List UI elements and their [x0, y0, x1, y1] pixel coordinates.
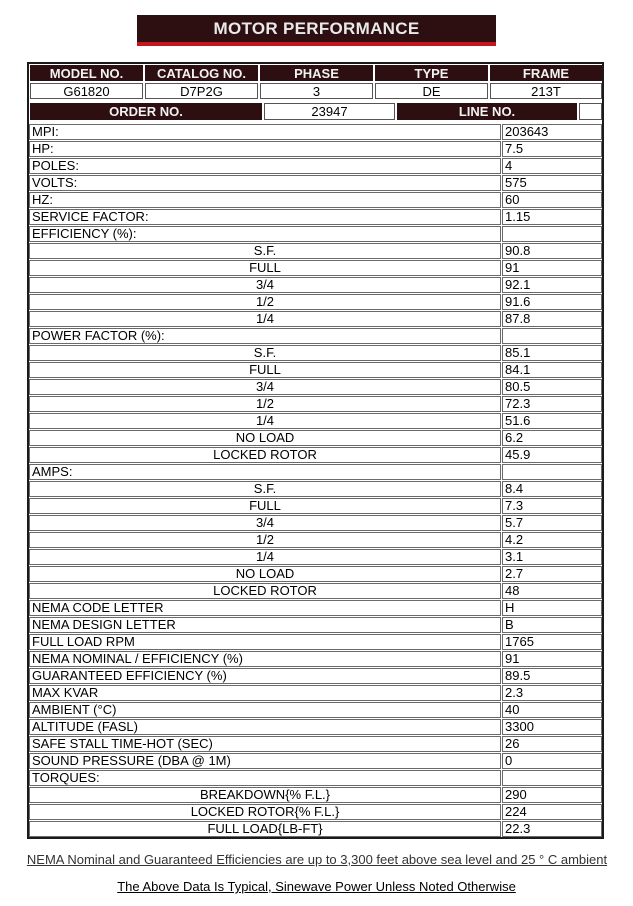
row-label: TORQUES:: [29, 770, 501, 786]
row-value: 4.2: [502, 532, 602, 548]
row-value: 3300: [502, 719, 602, 735]
row-label: 1/4: [29, 311, 501, 327]
row-label: POWER FACTOR (%):: [29, 328, 501, 344]
title-underline: [137, 42, 496, 46]
row-value: 4: [502, 158, 602, 174]
row-label: 3/4: [29, 379, 501, 395]
table-row: [29, 736, 602, 752]
table-row: [29, 209, 602, 225]
row-label: 1/2: [29, 396, 501, 412]
table-row: [29, 328, 602, 344]
row-value: 89.5: [502, 668, 602, 684]
header-phase-value: 3: [260, 83, 373, 99]
table-row: [29, 175, 602, 191]
row-label: HP:: [29, 141, 501, 157]
table-row: [29, 226, 602, 242]
row-label: NO LOAD: [29, 430, 501, 446]
row-label: FULL LOAD{LB-FT}: [29, 821, 501, 837]
table-row: [29, 515, 602, 531]
row-label: LOCKED ROTOR: [29, 447, 501, 463]
row-label: 1/2: [29, 294, 501, 310]
row-label: S.F.: [29, 345, 501, 361]
row-label: SAFE STALL TIME-HOT (SEC): [29, 736, 501, 752]
table-row: [29, 634, 602, 650]
header-frame-value: 213T: [490, 83, 602, 99]
row-label: FULL LOAD RPM: [29, 634, 501, 650]
row-label: AMBIENT (°C): [29, 702, 501, 718]
row-label: 1/2: [29, 532, 501, 548]
row-value: [502, 226, 602, 242]
row-value: 1.15: [502, 209, 602, 225]
row-value: 2.3: [502, 685, 602, 701]
row-value: 91: [502, 651, 602, 667]
row-value: 45.9: [502, 447, 602, 463]
row-value: [502, 770, 602, 786]
table-row: [29, 413, 602, 429]
row-value: 40: [502, 702, 602, 718]
table-row: [29, 770, 602, 786]
row-value: 48: [502, 583, 602, 599]
page-title: [137, 15, 496, 47]
row-value: 5.7: [502, 515, 602, 531]
table-row: [29, 277, 602, 293]
header-frame-label: FRAME: [490, 65, 602, 81]
table-row: [29, 685, 602, 701]
header-catalog-label: CATALOG NO.: [145, 65, 258, 81]
table-row: [29, 345, 602, 361]
row-value: 92.1: [502, 277, 602, 293]
typical-data-disclaimer: The Above Data Is Typical, Sinewave Power Unless Noted Otherwise: [117, 879, 516, 894]
row-label: 3/4: [29, 277, 501, 293]
row-value: 575: [502, 175, 602, 191]
row-value: 290: [502, 787, 602, 803]
row-label: NO LOAD: [29, 566, 501, 582]
row-value: B: [502, 617, 602, 633]
row-value: [502, 464, 602, 480]
row-value: H: [502, 600, 602, 616]
row-label: SERVICE FACTOR:: [29, 209, 501, 225]
table-row: [29, 260, 602, 276]
row-value: 7.5: [502, 141, 602, 157]
row-label: 1/4: [29, 413, 501, 429]
table-row: [29, 379, 602, 395]
row-value: 26: [502, 736, 602, 752]
row-value: 7.3: [502, 498, 602, 514]
row-value: 224: [502, 804, 602, 820]
title-text: MOTOR PERFORMANCE: [137, 15, 496, 42]
table-row: [29, 243, 602, 259]
row-label: BREAKDOWN{% F.L.}: [29, 787, 501, 803]
row-label: MPI:: [29, 124, 501, 140]
row-label: AMPS:: [29, 464, 501, 480]
table-row: [29, 464, 602, 480]
row-label: SOUND PRESSURE (DBA @ 1M): [29, 753, 501, 769]
row-label: FULL: [29, 362, 501, 378]
table-row: [29, 617, 602, 633]
row-label: EFFICIENCY (%):: [29, 226, 501, 242]
header-model-label: MODEL NO.: [30, 65, 143, 81]
table-row: [29, 821, 602, 837]
header-type-label: TYPE: [375, 65, 488, 81]
table-row: [29, 498, 602, 514]
row-label: FULL: [29, 498, 501, 514]
table-row: [29, 651, 602, 667]
table-row: [29, 192, 602, 208]
header-model-value: G61820: [30, 83, 143, 99]
table-row: [29, 124, 602, 140]
row-value: 87.8: [502, 311, 602, 327]
efficiency-footnote: NEMA Nominal and Guaranteed Efficiencies are up to 3,300 feet above sea level and 25 ° C ambient: [26, 852, 608, 867]
order-no-value: 23947: [264, 103, 395, 120]
table-row: [29, 549, 602, 565]
table-row: [29, 702, 602, 718]
table-row: [29, 430, 602, 446]
row-value: 91: [502, 260, 602, 276]
table-row: [29, 787, 602, 803]
row-label: HZ:: [29, 192, 501, 208]
row-value: 91.6: [502, 294, 602, 310]
table-row: [29, 447, 602, 463]
row-label: FULL: [29, 260, 501, 276]
table-row: [29, 532, 602, 548]
row-label: NEMA DESIGN LETTER: [29, 617, 501, 633]
row-label: VOLTS:: [29, 175, 501, 191]
table-row: [29, 481, 602, 497]
table-row: [29, 583, 602, 599]
row-value: 0: [502, 753, 602, 769]
row-value: 1765: [502, 634, 602, 650]
table-row: [29, 753, 602, 769]
table-row: [29, 804, 602, 820]
row-value: [502, 328, 602, 344]
row-label: NEMA NOMINAL / EFFICIENCY (%): [29, 651, 501, 667]
row-value: 90.8: [502, 243, 602, 259]
row-value: 60: [502, 192, 602, 208]
row-label: 1/4: [29, 549, 501, 565]
row-value: 84.1: [502, 362, 602, 378]
row-value: 203643: [502, 124, 602, 140]
table-row: [29, 600, 602, 616]
row-label: LOCKED ROTOR: [29, 583, 501, 599]
order-no-label: ORDER NO.: [30, 103, 262, 120]
line-no-value: [579, 103, 602, 120]
row-label: S.F.: [29, 481, 501, 497]
header-phase-label: PHASE: [260, 65, 373, 81]
row-value: 80.5: [502, 379, 602, 395]
table-row: [29, 566, 602, 582]
row-label: GUARANTEED EFFICIENCY (%): [29, 668, 501, 684]
line-no-label: LINE NO.: [397, 103, 577, 120]
row-value: 72.3: [502, 396, 602, 412]
table-row: [29, 396, 602, 412]
row-value: 8.4: [502, 481, 602, 497]
row-label: S.F.: [29, 243, 501, 259]
table-row: [29, 668, 602, 684]
row-value: 85.1: [502, 345, 602, 361]
table-row: [29, 719, 602, 735]
row-value: 22.3: [502, 821, 602, 837]
row-value: 51.6: [502, 413, 602, 429]
table-row: [29, 158, 602, 174]
row-label: NEMA CODE LETTER: [29, 600, 501, 616]
table-row: [29, 294, 602, 310]
header-type-value: DE: [375, 83, 488, 99]
row-value: 3.1: [502, 549, 602, 565]
row-value: 6.2: [502, 430, 602, 446]
row-label: MAX KVAR: [29, 685, 501, 701]
row-label: 3/4: [29, 515, 501, 531]
header-catalog-value: D7P2G: [145, 83, 258, 99]
table-row: [29, 141, 602, 157]
row-label: POLES:: [29, 158, 501, 174]
table-row: [29, 311, 602, 327]
table-row: [29, 362, 602, 378]
row-label: LOCKED ROTOR{% F.L.}: [29, 804, 501, 820]
row-label: ALTITUDE (FASL): [29, 719, 501, 735]
row-value: 2.7: [502, 566, 602, 582]
